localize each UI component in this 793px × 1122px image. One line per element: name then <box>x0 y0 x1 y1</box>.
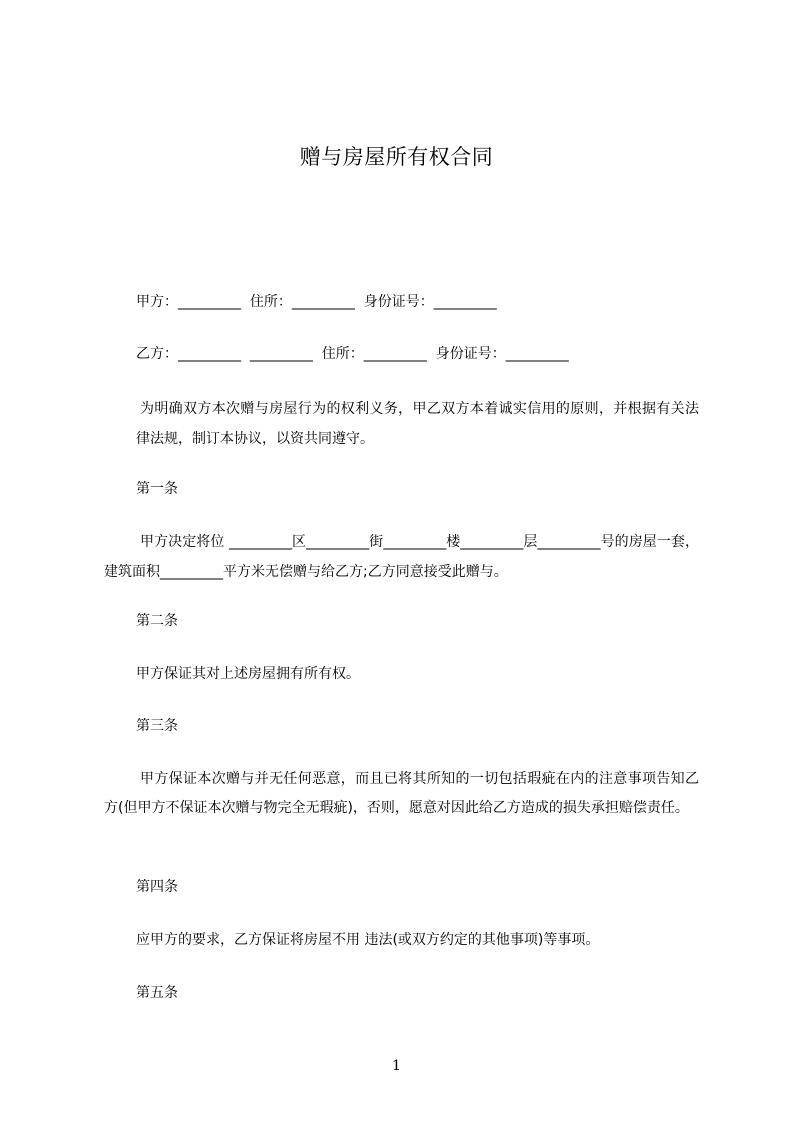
article-4-heading: 第四条 <box>136 879 178 895</box>
party-a-line: 甲方：_________ 住所：_________ 身份证号：_________ <box>136 294 497 310</box>
article-1-paragraph: 甲方决定将位 _________区_________街_________楼_________层_________号的房屋一套，建筑面积_________平方米无偿赠与给乙方;乙方同意接受此赠与。 <box>104 534 699 580</box>
article-5-heading: 第五条 <box>136 985 178 1001</box>
article-1-heading: 第一条 <box>136 481 178 497</box>
article-3-paragraph: 甲方保证本次赠与并无任何恶意，而且已将其所知的一切包括瑕疵在内的注意事项告知乙方(但甲方不保证本次赠与物完全无瑕疵)，否则，愿意对因此给乙方造成的损失承担赔偿责任。 <box>104 771 699 816</box>
article-2-heading: 第二条 <box>136 613 178 629</box>
page-number: 1 <box>392 1058 401 1074</box>
preamble-paragraph: 为明确双方本次赠与房屋行为的权利义务，甲乙双方本着诚实信用的原则，并根据有关法律法规，制订本协议，以资共同遵守。 <box>136 401 699 447</box>
page-title: 赠与房屋所有权合同 <box>299 145 494 169</box>
article-4-paragraph: 应甲方的要求，乙方保证将房屋不用 违法(或双方约定的其他事项)等事项。 <box>136 932 600 948</box>
party-b-line: 乙方：_________ _________ 住所：_________ 身份证号：_________ <box>136 346 569 362</box>
article-2-paragraph: 甲方保证其对上述房屋拥有所有权。 <box>136 666 360 682</box>
article-3-heading: 第三条 <box>136 718 178 734</box>
